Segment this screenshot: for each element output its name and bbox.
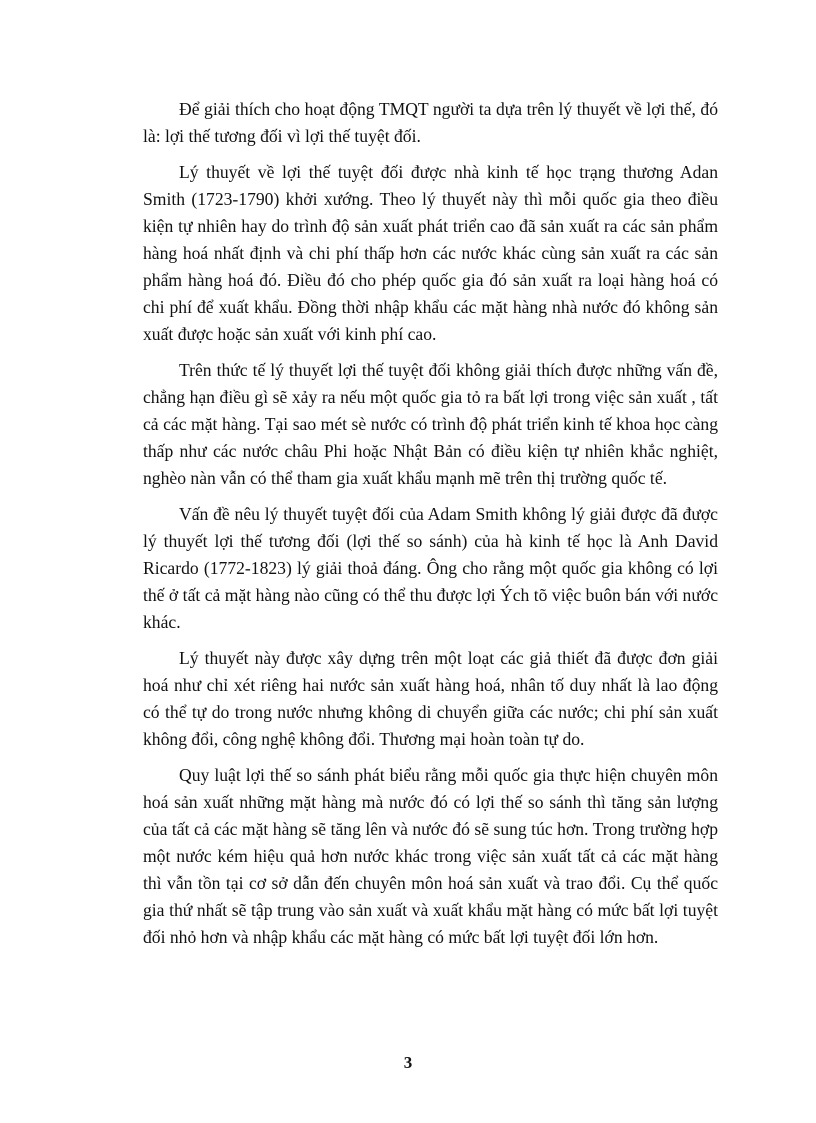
- paragraph-4: Vấn đề nêu lý thuyết tuyệt đối của Adam Smith không lý giải được đã được lý thuyết lợi thế tương đối (lợi thế so sánh) của hà kinh tế học là Anh David Ricardo (1772-1823) lý giải thoả đáng. Ông cho rằng một quốc gia không có lợi thế ở tất cả mặt hàng nào cũng có thể thu được lợi Ých tõ việc buôn bán với nước khác.: [143, 504, 718, 632]
- paragraph-5: Lý thuyết này được xây dựng trên một loạt các giả thiết đã được đơn giải hoá như chỉ xét riêng hai nước sản xuất hàng hoá, nhân tố duy nhất là lao động có thể tự do trong nước nhưng không di chuyển giữa các nước; chi phí sản xuất không đổi, công nghệ không đổi. Thương mại hoàn toàn tự do.: [143, 648, 718, 749]
- paragraph-3: Trên thức tế lý thuyết lợi thế tuyệt đối không giải thích được những vấn đề, chẳng hạn điều gì sẽ xảy ra nếu một quốc gia tỏ ra bất lợi trong việc sản xuất , tất cả các mặt hàng. Tại sao mét sè nước có trình độ phát triển kinh tế khoa học càng thấp như các nước châu Phi hoặc Nhật Bản có điều kiện tự nhiên khắc nghiệt, nghèo nàn vẫn có thể tham gia xuất khẩu mạnh mẽ trên thị trường quốc tế.: [143, 360, 718, 488]
- page-number: 3: [403, 1053, 413, 1072]
- paragraph-2: Lý thuyết về lợi thế tuyệt đối được nhà kinh tế học trạng thương Adan Smith (1723-1790) khởi xướng. Theo lý thuyết này thì mỗi quốc gia theo điều kiện tự nhiên hay do trình độ sản xuất phát triển cao đã sản xuất ra các sản phẩm hàng hoá nhất định và chi phí thấp hơn các nước khác cùng sản xuất ra các sản phẩm hàng hoá đó. Điều đó cho phép quốc gia đó sản xuất ra loại hàng hoá có chi phí để xuất khẩu. Đồng thời nhập khẩu các mặt hàng nhà nước đó không sản xuất được hoặc sản xuất với kinh phí cao.: [143, 162, 718, 344]
- document-body: [143, 96, 718, 960]
- paragraph-6: Quy luật lợi thế so sánh phát biểu rằng mỗi quốc gia thực hiện chuyên môn hoá sản xuất những mặt hàng mà nước đó có lợi thế so sánh thì tăng sản lượng của tất cả các mặt hàng sẽ tăng lên và nước đó sẽ sung túc hơn. Trong trường hợp một nước kém hiệu quả hơn nước khác trong việc sản xuất tất cả các mặt hàng thì vẫn tồn tại cơ sở dẫn đến chuyên môn hoá sản xuất và trao đổi. Cụ thể quốc gia thứ nhất sẽ tập trung vào sản xuất và xuất khẩu mặt hàng có mức bất lợi tuyệt đối nhỏ hơn và nhập khẩu các mặt hàng có mức bất lợi tuyệt đối lớn hơn.: [143, 765, 718, 947]
- paragraph-1: Để giải thích cho hoạt động TMQT người ta dựa trên lý thuyết về lợi thế, đó là: lợi thế tương đối vì lợi thế tuyệt đối.: [143, 99, 718, 146]
